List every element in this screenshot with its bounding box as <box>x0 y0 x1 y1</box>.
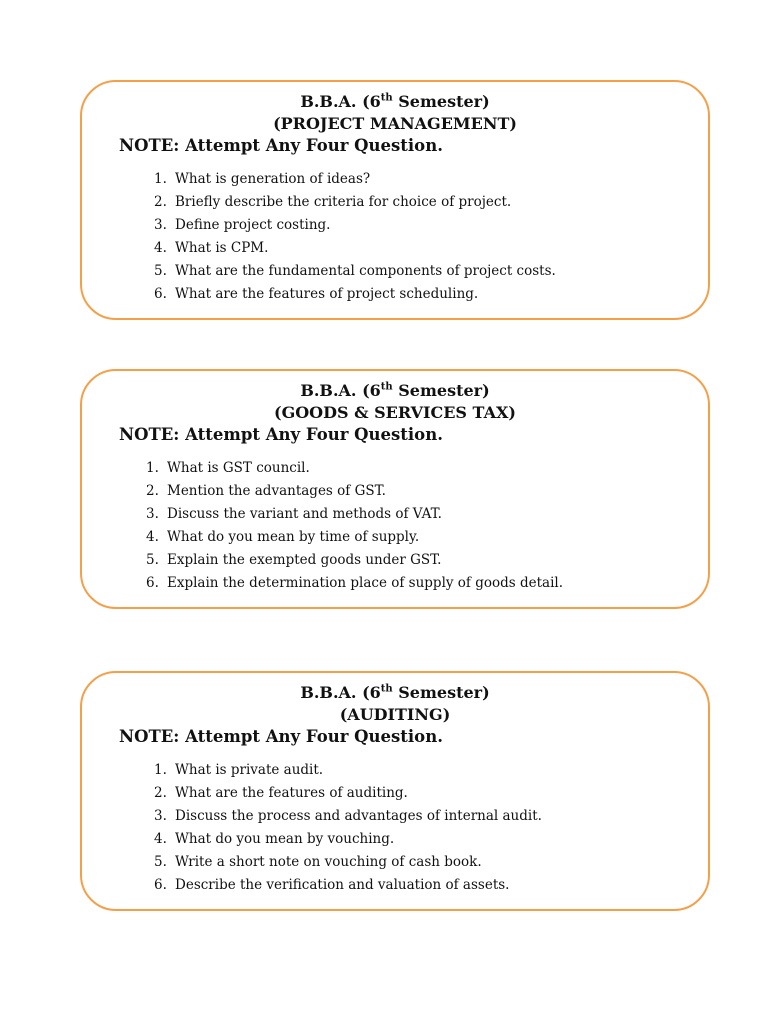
question-number: 5. <box>154 263 167 279</box>
question-text: What is GST council. <box>167 460 310 476</box>
subject-title: (PROJECT MANAGEMENT) <box>273 114 517 133</box>
question-item <box>146 572 708 595</box>
question-text: What are the features of project scheduling. <box>175 286 479 302</box>
question-text: What is CPM. <box>175 240 269 256</box>
question-card-gst <box>80 369 710 609</box>
question-card-project-management <box>80 80 710 320</box>
question-number: 2. <box>146 483 159 499</box>
card-header <box>82 91 708 135</box>
question-text: Discuss the process and advantages of internal audit. <box>175 808 542 824</box>
program-label: B.B.A. (6 <box>300 92 381 111</box>
ordinal-suffix: th <box>380 92 393 104</box>
question-text: Mention the advantages of GST. <box>167 483 386 499</box>
question-card-auditing <box>80 671 710 911</box>
question-item <box>154 874 708 897</box>
question-number: 4. <box>154 240 167 256</box>
question-item <box>154 214 708 237</box>
question-item <box>154 191 708 214</box>
card-header <box>82 380 708 424</box>
program-label: B.B.A. (6 <box>300 381 381 400</box>
question-text: What do you mean by vouching. <box>175 831 395 847</box>
subject-title: (AUDITING) <box>339 705 451 724</box>
program-label: B.B.A. (6 <box>300 683 381 702</box>
ordinal-suffix: th <box>380 683 393 695</box>
question-text: What are the features of auditing. <box>175 785 408 801</box>
semester-label: Semester) <box>392 683 490 702</box>
semester-label: Semester) <box>392 92 490 111</box>
program-semester-line <box>82 380 708 402</box>
question-text: Discuss the variant and methods of VAT. <box>167 506 442 522</box>
question-text: Briefly describe the criteria for choice of project. <box>175 194 512 210</box>
question-list <box>82 759 708 897</box>
ordinal-suffix: th <box>380 381 393 393</box>
question-item <box>154 805 708 828</box>
question-number: 3. <box>146 506 159 522</box>
question-text: What is generation of ideas? <box>175 171 371 187</box>
question-text: What are the fundamental components of project costs. <box>175 263 556 279</box>
question-item <box>154 828 708 851</box>
question-text: Describe the verification and valuation of assets. <box>175 877 510 893</box>
question-number: 3. <box>154 217 167 233</box>
subject-title: (GOODS & SERVICES TAX) <box>274 403 516 422</box>
program-semester-line <box>82 682 708 704</box>
question-item <box>154 782 708 805</box>
instruction-note: NOTE: Attempt Any Four Question. <box>119 425 443 444</box>
question-number: 6. <box>146 575 159 591</box>
question-text: Define project costing. <box>175 217 331 233</box>
question-number: 5. <box>146 552 159 568</box>
question-item <box>154 168 708 191</box>
question-number: 2. <box>154 194 167 210</box>
question-number: 5. <box>154 854 167 870</box>
question-item <box>146 549 708 572</box>
question-number: 1. <box>154 171 167 187</box>
question-list <box>82 457 708 595</box>
card-header <box>82 682 708 726</box>
semester-label: Semester) <box>392 381 490 400</box>
question-text: Write a short note on vouching of cash book. <box>175 854 482 870</box>
question-number: 4. <box>154 831 167 847</box>
instruction-note: NOTE: Attempt Any Four Question. <box>119 727 443 746</box>
question-text: What do you mean by time of supply. <box>167 529 420 545</box>
question-text: Explain the determination place of supply of goods detail. <box>167 575 564 591</box>
question-number: 2. <box>154 785 167 801</box>
question-text: What is private audit. <box>175 762 324 778</box>
question-list <box>82 168 708 306</box>
question-item <box>154 759 708 782</box>
program-semester-line <box>82 91 708 113</box>
question-item <box>154 851 708 874</box>
question-item <box>146 503 708 526</box>
question-number: 6. <box>154 877 167 893</box>
question-item <box>146 526 708 549</box>
question-number: 3. <box>154 808 167 824</box>
question-item <box>154 260 708 283</box>
question-number: 4. <box>146 529 159 545</box>
question-item <box>146 457 708 480</box>
question-item <box>146 480 708 503</box>
instruction-note: NOTE: Attempt Any Four Question. <box>119 136 443 155</box>
question-number: 6. <box>154 286 167 302</box>
question-item <box>154 283 708 306</box>
question-text: Explain the exempted goods under GST. <box>167 552 442 568</box>
question-number: 1. <box>154 762 167 778</box>
question-number: 1. <box>146 460 159 476</box>
question-item <box>154 237 708 260</box>
